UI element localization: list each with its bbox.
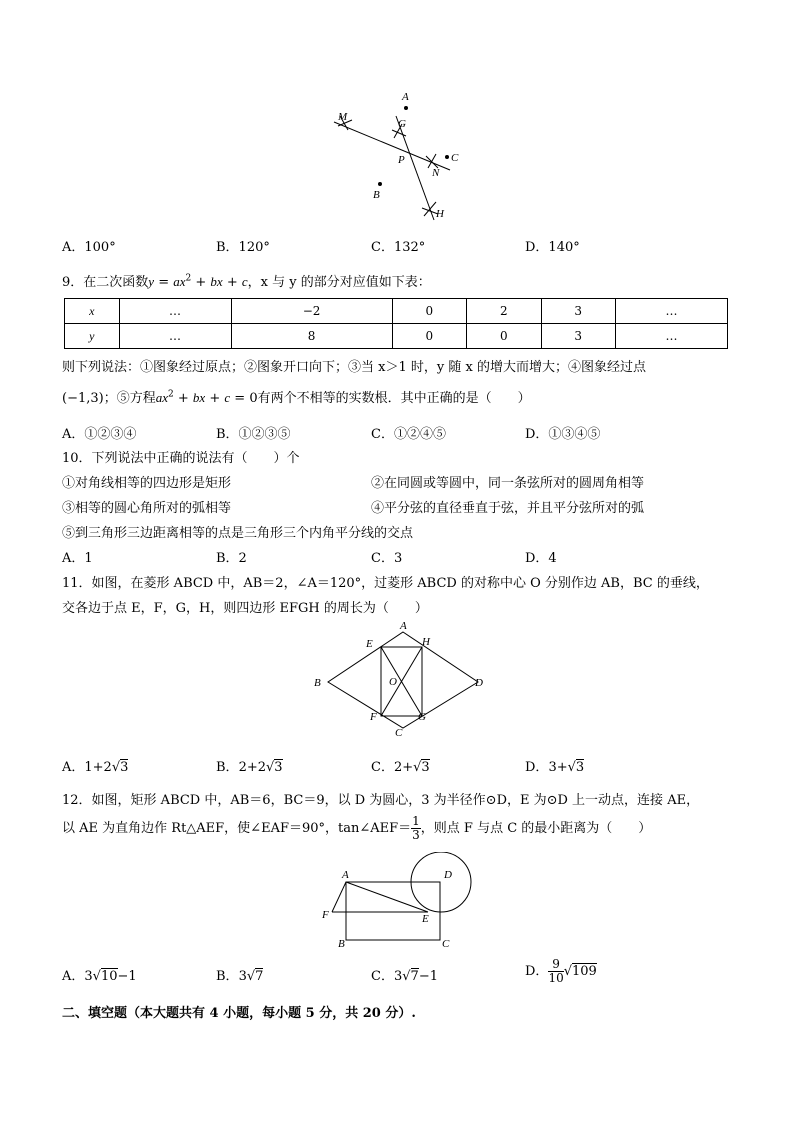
q10-statement-2: ②在同圆或等圆中，同一条弦所对的圆周角相等 [371, 476, 645, 491]
fraction-numerator: 9 [548, 958, 563, 972]
q11-figure [308, 620, 494, 740]
q8-option-c: C．132° [371, 240, 426, 255]
q11-option-b: B．2+2√3 [216, 760, 283, 775]
option-term: 2+ [393, 760, 414, 775]
option-radicand: 109 [572, 964, 597, 979]
q8-label-P: P [398, 154, 405, 166]
option-post: −1 [117, 969, 137, 984]
q11-stem-line2: 交各边于点 E，F，G，H，则四边形 EFGH 的周长为（ ） [62, 601, 428, 616]
q12-label-B: B [338, 938, 345, 950]
q10-statement-5: ⑤到三角形三边距离相等的点是三角形三个内角平分线的交点 [62, 526, 414, 541]
q10-option-a: A．1 [62, 551, 93, 566]
q9-line3-a: ；⑤方程 [103, 391, 156, 406]
q11-option-d: D．3+√3 [525, 760, 585, 775]
option-letter: C． [371, 760, 394, 775]
table-cell-x-label: x [65, 299, 120, 324]
q11-label-B: B [314, 677, 321, 689]
q9-option-d: D．①③④⑤ [525, 427, 601, 442]
table-cell: 0 [392, 324, 466, 349]
option-letter: D． [525, 964, 549, 979]
table-cell: 8 [231, 324, 392, 349]
table-cell-y-label: y [65, 324, 120, 349]
q8-label-A: A [402, 91, 409, 103]
q11-label-O: O [389, 676, 397, 688]
q9-point: (−1,3) [62, 391, 104, 406]
table-cell: … [119, 299, 231, 324]
q10-option-c: C．3 [371, 551, 403, 566]
option-radicand: 3 [575, 760, 585, 775]
option-letter: A． [62, 969, 85, 984]
option-coef: 3 [84, 969, 93, 984]
q12-option-c: C．3√7−1 [371, 969, 438, 984]
q12-fraction [411, 815, 421, 842]
q12-line2-b: ，则点 F 与点 C 的最小距离为（ ） [420, 821, 652, 836]
q11-option-a: A．1+2√3 [62, 760, 129, 775]
q10-option-d: D．4 [525, 551, 557, 566]
option-term: 3+ [548, 760, 568, 775]
q12-option-d: D． $\frac{9}{10}$ √109 [525, 957, 597, 985]
q9-line3-b: 有两个不相等的实数根．其中正确的是（ ） [257, 391, 531, 406]
option-radicand: 3 [120, 760, 129, 775]
q8-figure [326, 88, 466, 228]
option-letter: C． [371, 969, 394, 984]
q11-label-F: F [370, 711, 377, 723]
q11-label-C: C [395, 727, 403, 739]
q10-statement-1: ①对角线相等的四边形是矩形 [62, 476, 232, 491]
q11-label-G: G [418, 711, 426, 723]
q9-function: y [148, 274, 155, 289]
table-cell: 0 [392, 299, 466, 324]
q11-option-c: C．2+√3 [371, 760, 430, 775]
q12-figure [318, 852, 480, 952]
table-row [65, 299, 728, 324]
q9-stem-pre: 9．在二次函数 [62, 275, 149, 290]
q8-label-N: N [432, 167, 440, 179]
table-cell: … [615, 324, 727, 349]
table-cell: 2 [467, 299, 541, 324]
q8-option-a: A．100° [62, 240, 116, 255]
option-radicand: 7 [410, 969, 419, 984]
q10-statement-3: ③相等的圆心角所对的弧相等 [62, 501, 232, 516]
table-cell: 0 [467, 324, 541, 349]
q9-option-b: B．①②③⑤ [216, 427, 291, 442]
q12-line2-a: 以 AE 为直角边作 Rt△AEF，使∠EAF＝90°，tan∠AEF＝ [62, 821, 412, 836]
q9-option-a: A．①②③④ [62, 427, 137, 442]
table-row [65, 324, 728, 349]
fraction-numerator: 1 [412, 814, 420, 828]
option-term: 1+2 [84, 760, 112, 775]
fraction-denominator: 10 [548, 971, 564, 985]
section-2-heading: 二、填空题（本大题共有 4 小题，每小题 5 分，共 20 分）. [62, 1006, 416, 1021]
q11-label-E: E [366, 638, 373, 650]
q8-label-M: M [338, 111, 348, 123]
q12-stem-line2 [62, 815, 651, 842]
q12-option-a: A．3√10−1 [62, 969, 137, 984]
q8-option-d: D．140° [525, 240, 580, 255]
option-letter: D． [525, 760, 549, 775]
table-cell: … [119, 324, 231, 349]
option-radicand: 3 [421, 760, 430, 775]
q8-label-G: G [398, 118, 406, 130]
q10-option-b: B．2 [216, 551, 247, 566]
q12-label-F: F [322, 909, 329, 921]
q11-label-H: H [422, 636, 430, 648]
q12-stem-line1: 12．如图，矩形 ABCD 中，AB＝6，BC＝9，以 D 为圆心，3 为半径作⊙D，E 为⊙D 上一动点，连接 AE， [62, 793, 700, 808]
q11-stem-line1: 11．如图，在菱形 ABCD 中，AB＝2，∠A＝120°，过菱形 ABCD 的对称中心 O 分别作边 AB，BC 的垂线， [62, 576, 709, 591]
option-term: 2+2 [238, 760, 266, 775]
option-letter: A． [62, 760, 85, 775]
q9-value-table [64, 298, 728, 349]
q9-statements-line2: (−1,3)；⑤方程$ax^2$ + bx + c = 0有两个不相等的实数根．其中正确的是（ ） [62, 389, 531, 406]
option-letter: B． [216, 969, 239, 984]
option-post: −1 [418, 969, 438, 984]
option-radicand: 3 [274, 760, 283, 775]
table-cell: … [615, 299, 727, 324]
q8-label-B: B [373, 189, 380, 201]
q12-option-b: B．3√7 [216, 969, 264, 984]
table-cell: −2 [231, 299, 392, 324]
table-cell: 3 [541, 324, 615, 349]
q9-stem-post: ，x 与 y 的部分对应值如下表： [247, 275, 431, 290]
option-radicand: 10 [100, 969, 118, 984]
option-coef: 3 [238, 969, 247, 984]
q9-stem: 9．在二次函数$y = ax^2$ + bx + c，x 与 y 的部分对应值如下表： [62, 273, 431, 290]
q12-label-E: E [422, 913, 429, 925]
q10-statement-4: ④平分弦的直径垂直于弦，并且平分弦所对的弧 [371, 501, 645, 516]
option-letter: B． [216, 760, 239, 775]
table-cell: 3 [541, 299, 615, 324]
q9-statements-line1: 则下列说法：①图象经过原点；②图象开口向下；③当 x＞1 时，y 随 x 的增大而增大；④图象经过点 [62, 360, 646, 375]
fraction-denominator: 3 [412, 828, 420, 842]
option-radicand: 7 [255, 969, 264, 984]
option-fraction [548, 958, 563, 985]
q12-label-D: D [444, 869, 452, 881]
option-coef: 3 [393, 969, 403, 984]
q8-label-H: H [436, 208, 444, 220]
q8-label-C: C [451, 152, 459, 164]
q10-stem: 10．下列说法中正确的说法有（ ）个 [62, 451, 300, 466]
q9-option-c: C．①②④⑤ [371, 427, 446, 442]
q12-label-A: A [342, 869, 349, 881]
q8-option-b: B．120° [216, 240, 270, 255]
q11-label-A: A [400, 620, 407, 632]
q12-label-C: C [442, 938, 450, 950]
q11-label-D: D [475, 677, 483, 689]
